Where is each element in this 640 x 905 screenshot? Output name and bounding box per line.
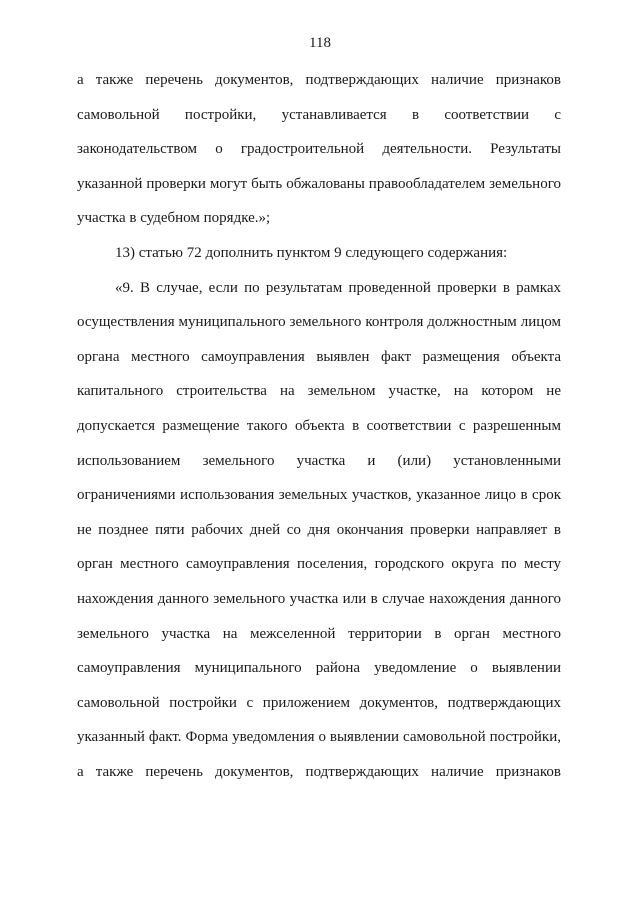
text-line: земельного участка на межселенной территории в орган местного [77,625,561,642]
text-line: а также перечень документов, подтверждающих наличие признаков [77,72,561,88]
text-line: использованием земельного участка и (или) установленными [77,452,561,469]
document-body [77,71,561,797]
text-line: самоуправления муниципального района уведомление о выявлении [77,660,561,677]
text-line: капитального строительства на земельном участке, на котором не [77,383,561,400]
text-line: указанной проверки могут быть обжалованы правообладателем земельного [77,175,561,192]
text-line: самовольной постройки, устанавливается в соответствии с [77,106,561,123]
page-number: 118 [309,35,331,51]
text-line: нахождения данного земельного участка или в случае нахождения данного [77,590,561,607]
text-line: участка в судебном порядке.»; [77,210,271,227]
text-line: ограничениями использования земельных участков, указанное лицо в срок [77,487,561,504]
text-line: 13) статью 72 дополнить пунктом 9 следующего содержания: [115,244,508,261]
text-line: указанный факт. Форма уведомления о выявлении самовольной постройки, [77,729,561,746]
text-line: не позднее пяти рабочих дней со дня окончания проверки направляет в [77,521,561,538]
text-line: осуществления муниципального земельного контроля должностным лицом [77,314,561,331]
text-line: а также перечень документов, подтверждающих наличие признаков [77,763,561,780]
text-line: законодательством о градостроительной деятельности. Результаты [77,141,561,158]
text-line: «9. В случае, если по результатам проведенной проверки в рамках [115,279,561,296]
text-line: орган местного самоуправления поселения, городского округа по месту [77,556,561,573]
text-line: органа местного самоуправления выявлен факт размещения объекта [77,348,561,365]
text-line: самовольной постройки с приложением документов, подтверждающих [77,694,561,711]
text-line: допускается размещение такого объекта в соответствии с разрешенным [77,417,561,434]
